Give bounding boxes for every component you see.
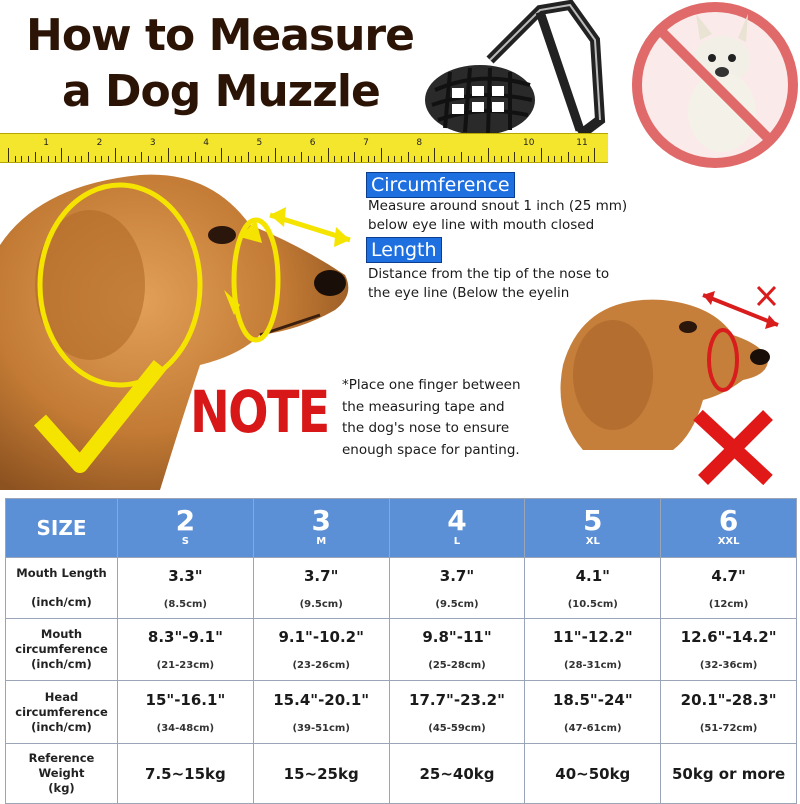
size-col-2: 2 S [118,499,254,558]
mouth-circumference-label: Mouth circumference (inch/cm) [6,619,118,681]
table-cell: 15.4"-20.1" (39-51cm) [253,681,389,744]
ruler-tick [195,152,196,162]
basket-muzzle-image [420,0,625,150]
ruler-tick [81,156,82,162]
ruler-tick [534,156,535,162]
ruler-tick [108,156,109,162]
ruler-tick [401,156,402,162]
circumference-label: Circumference [366,172,515,198]
note-text [342,375,521,461]
table-cell: 8.3"-9.1" (21-23cm) [118,619,254,681]
ruler-tick [468,156,469,162]
table-cell: 3.7" (9.5cm) [389,558,525,619]
table-cell: 18.5"-24" (47-61cm) [525,681,661,744]
table-row [6,558,797,619]
table-cell: 7.5~15kg [118,744,254,804]
ruler-number: 1 [43,138,50,148]
size-table [5,498,797,804]
table-cell: 4.1" (10.5cm) [525,558,661,619]
ruler-tick [294,156,295,162]
ruler-tick [434,148,435,162]
ruler-tick [208,156,209,162]
ruler-tick [494,156,495,162]
ruler-tick [215,156,216,162]
ruler-tick [148,156,149,162]
ruler-number: 4 [203,138,209,148]
ruler-number: 11 [576,138,588,148]
reference-weight-label: Reference Weight (kg) [6,744,118,804]
ruler-tick [135,156,136,162]
ruler-tick [248,152,249,162]
ruler-tick [528,156,529,162]
ruler-tick [155,156,156,162]
ruler-tick [168,148,169,162]
ruler-number: 7 [363,138,369,148]
ruler-tick [501,156,502,162]
note-line-1: *Place one finger between [342,377,521,393]
circumference-line-1: Measure around snout 1 inch (25 mm) [368,198,628,214]
size-col-5: 5 XL [525,499,661,558]
ruler-tick [408,152,409,162]
title-line-1: How to Measure [26,10,414,61]
ruler-tick [8,148,9,162]
ruler-number: 8 [416,138,423,148]
ruler-tick [35,152,36,162]
ruler-tick [188,156,189,162]
table-cell: 9.8"-11" (25-28cm) [389,619,525,681]
ruler-tick [381,148,382,162]
table-cell: 50kg or more [661,744,797,804]
table-cell: 17.7"-23.2" (45-59cm) [389,681,525,744]
size-col-4: 4 L [389,499,525,558]
table-row [6,744,797,804]
ruler-tick [181,156,182,162]
ruler-tick [454,156,455,162]
length-line-1: Distance from the tip of the nose to [368,266,610,282]
size-col-3: 3 M [253,499,389,558]
ruler-number: 6 [309,138,316,148]
ruler-tick [588,156,589,162]
circumference-description [368,197,627,235]
ruler-tick [368,156,369,162]
ruler-tick [474,156,475,162]
ruler-tick [228,156,229,162]
ruler-tick [568,152,569,162]
ruler-tick [394,156,395,162]
ruler-tick [421,156,422,162]
ruler-tick [388,156,389,162]
table-cell: 20.1"-28.3" (51-72cm) [661,681,797,744]
ruler-tick [201,156,202,162]
ruler-tick [75,156,76,162]
table-header-row [6,499,797,558]
ruler-number: 5 [256,138,263,148]
ruler-tick [514,152,515,162]
length-line-2: the eye line (Below the eyelin [368,285,570,301]
head-circumference-label: Head circumference (inch/cm) [6,681,118,744]
ruler-tick [448,156,449,162]
ruler-tick [541,148,542,162]
ruler-tick [581,156,582,162]
ruler-tick [61,148,62,162]
ruler-tick [288,156,289,162]
ruler-tick [428,156,429,162]
ruler-tick [281,156,282,162]
ruler-tick [141,152,142,162]
size-header: SIZE [6,499,118,558]
table-cell: 3.7" (9.5cm) [253,558,389,619]
ruler-tick [508,156,509,162]
table-cell: 9.1"-10.2" (23-26cm) [253,619,389,681]
ruler-tick [481,156,482,162]
ruler-tick [574,156,575,162]
ruler-tick [221,148,222,162]
ruler-tick [321,156,322,162]
table-cell: 12.6"-14.2" (32-36cm) [661,619,797,681]
ruler-tick [175,156,176,162]
table-cell: 15~25kg [253,744,389,804]
table-cell: 3.3" (8.5cm) [118,558,254,619]
table-cell: 11"-12.2" (28-31cm) [525,619,661,681]
table-cell: 4.7" (12cm) [661,558,797,619]
ruler-tick [115,148,116,162]
measuring-tape [0,133,608,163]
ruler-tick [374,156,375,162]
ruler-tick [255,156,256,162]
ruler-tick [441,156,442,162]
ruler-tick [414,156,415,162]
ruler-tick [548,156,549,162]
ruler-tick [348,156,349,162]
ruler-tick [488,148,489,162]
table-cell: 40~50kg [525,744,661,804]
ruler-tick [268,156,269,162]
ruler-tick [15,156,16,162]
ruler-tick [341,156,342,162]
ruler-tick [121,156,122,162]
mouth-length-label: Mouth Length (inch/cm) [6,558,118,619]
ruler-tick [521,156,522,162]
note-line-4: enough space for panting. [342,441,520,458]
ruler-tick [88,152,89,162]
ruler-tick [594,148,595,162]
ruler-tick [308,156,309,162]
ruler-tick [235,156,236,162]
ruler-tick [361,156,362,162]
ruler-tick [261,156,262,162]
ruler-tick [48,156,49,162]
note-line-2: the measuring tape and [342,398,505,415]
ruler-tick [354,152,355,162]
ruler-tick [101,156,102,162]
title-line-2: a Dog Muzzle [62,66,380,117]
ruler-tick [28,156,29,162]
no-small-dog-icon [630,0,800,170]
ruler-tick [561,156,562,162]
ruler-tick [328,148,329,162]
ruler-tick [461,152,462,162]
ruler-tick [41,156,42,162]
note-line-3: the dog's nose to ensure [342,420,510,436]
ruler-tick [275,148,276,162]
table-row [6,619,797,681]
length-label: Length [366,237,442,263]
ruler-tick [128,156,129,162]
ruler-tick [314,156,315,162]
ruler-tick [95,156,96,162]
wrong-measure-dog-image [553,285,783,485]
ruler-tick [68,156,69,162]
ruler-tick [334,156,335,162]
ruler-tick [241,156,242,162]
table-cell: 25~40kg [389,744,525,804]
ruler-tick [161,156,162,162]
size-col-6: 6 XXL [661,499,797,558]
ruler-tick [554,156,555,162]
ruler-tick [55,156,56,162]
ruler-number: 2 [96,138,103,148]
table-row [6,681,797,744]
ruler-tick [21,156,22,162]
table-cell: 15"-16.1" (34-48cm) [118,681,254,744]
ruler-number: 10 [523,138,535,148]
ruler-tick [301,152,302,162]
ruler-number: 3 [149,138,156,148]
note-heading: NOTE [190,378,329,446]
circumference-line-2: below eye line with mouth closed [368,217,595,233]
